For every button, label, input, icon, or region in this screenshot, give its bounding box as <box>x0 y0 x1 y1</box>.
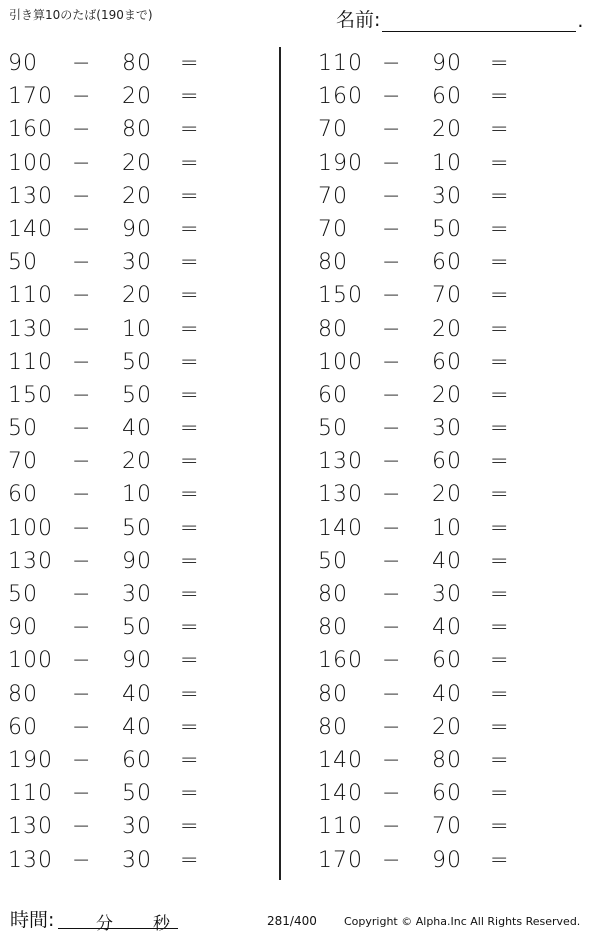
subtrahend: 50 <box>122 349 152 375</box>
equals-sign: = <box>180 349 200 375</box>
subtrahend: 40 <box>432 681 462 707</box>
equals-sign: = <box>180 681 200 707</box>
problem-row <box>0 613 270 646</box>
minus-sign: − <box>72 316 92 342</box>
problem-row <box>310 381 580 414</box>
problem-row <box>310 215 580 248</box>
minuend: 80 <box>318 615 348 641</box>
equals-sign: = <box>180 51 200 76</box>
subtrahend: 20 <box>432 382 462 408</box>
minus-sign: − <box>72 515 92 541</box>
minus-sign: − <box>72 150 92 176</box>
minuend: 190 <box>8 747 53 773</box>
problem-row <box>310 182 580 215</box>
subtrahend: 30 <box>432 183 462 209</box>
problem-row <box>0 315 270 348</box>
problem-row <box>0 381 270 414</box>
equals-sign: = <box>490 51 510 76</box>
subtrahend: 40 <box>432 615 462 641</box>
minus-sign: − <box>72 582 92 607</box>
problem-row <box>0 779 270 812</box>
equals-sign: = <box>180 548 200 574</box>
subtrahend: 30 <box>432 582 462 607</box>
subtrahend: 50 <box>432 216 462 242</box>
problem-row <box>310 779 580 812</box>
minuend: 130 <box>8 847 53 873</box>
minuend: 70 <box>318 183 348 209</box>
minus-sign: − <box>72 382 92 408</box>
minuend: 50 <box>318 416 348 442</box>
subtrahend: 20 <box>432 714 462 740</box>
problem-row <box>0 248 270 281</box>
subtrahend: 40 <box>122 681 152 707</box>
subtrahend: 40 <box>432 548 462 574</box>
minus-sign: − <box>382 84 402 110</box>
subtrahend: 30 <box>122 250 152 276</box>
subtrahend: 10 <box>432 150 462 176</box>
subtrahend: 90 <box>122 648 152 674</box>
minuend: 130 <box>318 449 363 475</box>
problem-row <box>0 580 270 613</box>
subtrahend: 70 <box>432 283 462 309</box>
problem-row <box>0 149 270 182</box>
minuend: 130 <box>318 482 363 508</box>
problem-row <box>310 49 580 82</box>
problem-row <box>0 646 270 679</box>
minus-sign: − <box>382 416 402 442</box>
minuend: 80 <box>318 681 348 707</box>
equals-sign: = <box>490 515 510 541</box>
subtrahend: 30 <box>122 814 152 840</box>
minus-sign: − <box>72 681 92 707</box>
equals-sign: = <box>180 449 200 475</box>
minus-sign: − <box>72 548 92 574</box>
equals-sign: = <box>490 150 510 176</box>
minus-sign: − <box>382 814 402 840</box>
minuend: 160 <box>318 84 363 110</box>
name-label: 名前: <box>336 9 381 31</box>
minuend: 80 <box>318 714 348 740</box>
worksheet-title: 引き算10のたば(190まで) <box>9 8 153 22</box>
minuend: 50 <box>318 548 348 574</box>
name-trailing-dot: . <box>577 10 584 32</box>
subtrahend: 20 <box>122 183 152 209</box>
minus-sign: − <box>72 117 92 143</box>
minuend: 160 <box>318 648 363 674</box>
equals-sign: = <box>180 150 200 176</box>
minuend: 90 <box>8 615 38 641</box>
minus-sign: − <box>382 615 402 641</box>
problem-row <box>310 248 580 281</box>
copyright-notice: Copyright © Alpha.Inc All Rights Reserved. <box>344 915 581 928</box>
minus-sign: − <box>72 482 92 508</box>
minus-sign: − <box>382 283 402 309</box>
minutes-label: 分 <box>96 914 113 934</box>
subtrahend: 20 <box>122 84 152 110</box>
subtrahend: 50 <box>122 382 152 408</box>
minus-sign: − <box>72 747 92 773</box>
equals-sign: = <box>490 183 510 209</box>
minus-sign: − <box>72 781 92 807</box>
subtrahend: 10 <box>122 316 152 342</box>
equals-sign: = <box>180 781 200 807</box>
minuend: 150 <box>8 382 53 408</box>
minus-sign: − <box>382 582 402 607</box>
minus-sign: − <box>382 847 402 873</box>
subtrahend: 10 <box>122 482 152 508</box>
subtrahend: 80 <box>432 747 462 773</box>
equals-sign: = <box>180 416 200 442</box>
minuend: 70 <box>318 216 348 242</box>
equals-sign: = <box>180 615 200 641</box>
problem-row <box>310 514 580 547</box>
equals-sign: = <box>180 747 200 773</box>
subtrahend: 20 <box>432 117 462 143</box>
problem-row <box>0 82 270 115</box>
minus-sign: − <box>382 449 402 475</box>
problem-row <box>310 348 580 381</box>
problem-row <box>310 315 580 348</box>
subtrahend: 60 <box>432 449 462 475</box>
problem-row <box>0 812 270 845</box>
problem-row <box>310 646 580 679</box>
minuend: 130 <box>8 814 53 840</box>
minuend: 100 <box>8 150 53 176</box>
minuend: 140 <box>8 216 53 242</box>
problem-row <box>0 846 270 879</box>
subtrahend: 50 <box>122 615 152 641</box>
equals-sign: = <box>180 117 200 143</box>
problem-row <box>0 281 270 314</box>
subtrahend: 90 <box>432 51 462 76</box>
minus-sign: − <box>382 714 402 740</box>
equals-sign: = <box>490 216 510 242</box>
equals-sign: = <box>490 615 510 641</box>
problem-row <box>310 447 580 480</box>
subtrahend: 10 <box>432 515 462 541</box>
minus-sign: − <box>382 117 402 143</box>
problem-row <box>310 680 580 713</box>
minuend: 50 <box>8 416 38 442</box>
problem-row <box>310 812 580 845</box>
minuend: 80 <box>318 582 348 607</box>
subtrahend: 70 <box>432 814 462 840</box>
subtrahend: 20 <box>122 449 152 475</box>
subtrahend: 90 <box>122 548 152 574</box>
equals-sign: = <box>490 582 510 607</box>
equals-sign: = <box>490 714 510 740</box>
minuend: 140 <box>318 515 363 541</box>
equals-sign: = <box>490 416 510 442</box>
subtrahend: 60 <box>122 747 152 773</box>
problem-row <box>310 82 580 115</box>
problem-row <box>0 215 270 248</box>
minuend: 70 <box>8 449 38 475</box>
minus-sign: − <box>382 382 402 408</box>
column-divider <box>279 47 281 880</box>
equals-sign: = <box>180 847 200 873</box>
subtrahend: 20 <box>122 283 152 309</box>
right-problem-column <box>310 49 580 879</box>
minuend: 130 <box>8 316 53 342</box>
equals-sign: = <box>490 482 510 508</box>
minus-sign: − <box>382 747 402 773</box>
minuend: 110 <box>8 349 53 375</box>
equals-sign: = <box>490 747 510 773</box>
equals-sign: = <box>490 84 510 110</box>
equals-sign: = <box>180 216 200 242</box>
minus-sign: − <box>382 548 402 574</box>
problem-row <box>0 480 270 513</box>
subtrahend: 80 <box>122 51 152 76</box>
subtrahend: 40 <box>122 416 152 442</box>
seconds-label: 秒 <box>153 914 170 934</box>
page-number: 281/400 <box>267 914 317 928</box>
subtrahend: 20 <box>122 150 152 176</box>
subtrahend: 60 <box>432 349 462 375</box>
subtrahend: 20 <box>432 482 462 508</box>
problem-row <box>0 182 270 215</box>
minus-sign: − <box>72 416 92 442</box>
problem-row <box>0 49 270 82</box>
equals-sign: = <box>180 183 200 209</box>
problem-row <box>310 613 580 646</box>
problem-row <box>310 547 580 580</box>
minuend: 100 <box>8 515 53 541</box>
problem-row <box>0 746 270 779</box>
time-label: 時間: <box>10 909 55 931</box>
minuend: 110 <box>318 51 363 76</box>
equals-sign: = <box>180 582 200 607</box>
minus-sign: − <box>72 183 92 209</box>
minus-sign: − <box>382 216 402 242</box>
subtrahend: 90 <box>432 847 462 873</box>
equals-sign: = <box>180 515 200 541</box>
minus-sign: − <box>72 847 92 873</box>
equals-sign: = <box>490 781 510 807</box>
minuend: 130 <box>8 548 53 574</box>
left-problem-column <box>0 49 270 879</box>
minus-sign: − <box>72 714 92 740</box>
minus-sign: − <box>72 349 92 375</box>
subtrahend: 30 <box>122 582 152 607</box>
problem-row <box>310 115 580 148</box>
minuend: 100 <box>318 349 363 375</box>
subtrahend: 30 <box>432 416 462 442</box>
problem-row <box>310 746 580 779</box>
equals-sign: = <box>180 382 200 408</box>
equals-sign: = <box>180 482 200 508</box>
equals-sign: = <box>490 349 510 375</box>
name-field <box>336 5 583 32</box>
subtrahend: 20 <box>432 316 462 342</box>
minuend: 50 <box>8 250 38 276</box>
minus-sign: − <box>72 449 92 475</box>
minuend: 80 <box>318 250 348 276</box>
problem-row <box>0 547 270 580</box>
minus-sign: − <box>382 150 402 176</box>
problem-row <box>310 281 580 314</box>
minuend: 130 <box>8 183 53 209</box>
subtrahend: 60 <box>432 84 462 110</box>
problem-row <box>310 149 580 182</box>
minuend: 140 <box>318 781 363 807</box>
minus-sign: − <box>72 84 92 110</box>
minuend: 160 <box>8 117 53 143</box>
problem-row <box>0 680 270 713</box>
minuend: 80 <box>318 316 348 342</box>
minus-sign: − <box>382 515 402 541</box>
problem-row <box>0 713 270 746</box>
equals-sign: = <box>490 382 510 408</box>
minus-sign: − <box>72 250 92 276</box>
minus-sign: − <box>382 781 402 807</box>
problem-row <box>310 480 580 513</box>
subtrahend: 80 <box>122 117 152 143</box>
minuend: 110 <box>8 283 53 309</box>
minuend: 110 <box>318 814 363 840</box>
equals-sign: = <box>490 117 510 143</box>
equals-sign: = <box>490 316 510 342</box>
equals-sign: = <box>180 814 200 840</box>
minus-sign: − <box>72 615 92 641</box>
problem-row <box>310 713 580 746</box>
equals-sign: = <box>490 449 510 475</box>
equals-sign: = <box>490 681 510 707</box>
equals-sign: = <box>490 283 510 309</box>
equals-sign: = <box>180 648 200 674</box>
minus-sign: − <box>382 349 402 375</box>
subtrahend: 50 <box>122 781 152 807</box>
minuend: 70 <box>318 117 348 143</box>
equals-sign: = <box>490 847 510 873</box>
equals-sign: = <box>180 714 200 740</box>
minuend: 80 <box>8 681 38 707</box>
name-blank-line[interactable] <box>382 11 576 32</box>
subtrahend: 60 <box>432 648 462 674</box>
equals-sign: = <box>180 316 200 342</box>
problem-row <box>310 846 580 879</box>
equals-sign: = <box>490 250 510 276</box>
minus-sign: − <box>72 814 92 840</box>
minuend: 170 <box>318 847 363 873</box>
minuend: 50 <box>8 582 38 607</box>
problem-row <box>310 580 580 613</box>
minuend: 140 <box>318 747 363 773</box>
minus-sign: − <box>72 648 92 674</box>
equals-sign: = <box>180 84 200 110</box>
problem-row <box>0 115 270 148</box>
minus-sign: − <box>382 648 402 674</box>
minus-sign: − <box>72 283 92 309</box>
minuend: 60 <box>8 714 38 740</box>
minus-sign: − <box>382 316 402 342</box>
minus-sign: − <box>382 51 402 76</box>
equals-sign: = <box>180 250 200 276</box>
minuend: 170 <box>8 84 53 110</box>
minus-sign: − <box>382 250 402 276</box>
equals-sign: = <box>490 548 510 574</box>
subtrahend: 60 <box>432 781 462 807</box>
subtrahend: 50 <box>122 515 152 541</box>
minuend: 60 <box>8 482 38 508</box>
minuend: 100 <box>8 648 53 674</box>
minus-sign: − <box>382 482 402 508</box>
minus-sign: − <box>382 681 402 707</box>
minus-sign: − <box>382 183 402 209</box>
minuend: 190 <box>318 150 363 176</box>
minuend: 90 <box>8 51 38 76</box>
equals-sign: = <box>490 814 510 840</box>
equals-sign: = <box>180 283 200 309</box>
subtrahend: 60 <box>432 250 462 276</box>
problem-row <box>0 348 270 381</box>
problem-row <box>0 514 270 547</box>
minus-sign: − <box>72 51 92 76</box>
problem-row <box>0 414 270 447</box>
minuend: 60 <box>318 382 348 408</box>
minuend: 110 <box>8 781 53 807</box>
problem-row <box>0 447 270 480</box>
subtrahend: 40 <box>122 714 152 740</box>
minus-sign: − <box>72 216 92 242</box>
problem-row <box>310 414 580 447</box>
subtrahend: 30 <box>122 847 152 873</box>
equals-sign: = <box>490 648 510 674</box>
minuend: 150 <box>318 283 363 309</box>
subtrahend: 90 <box>122 216 152 242</box>
